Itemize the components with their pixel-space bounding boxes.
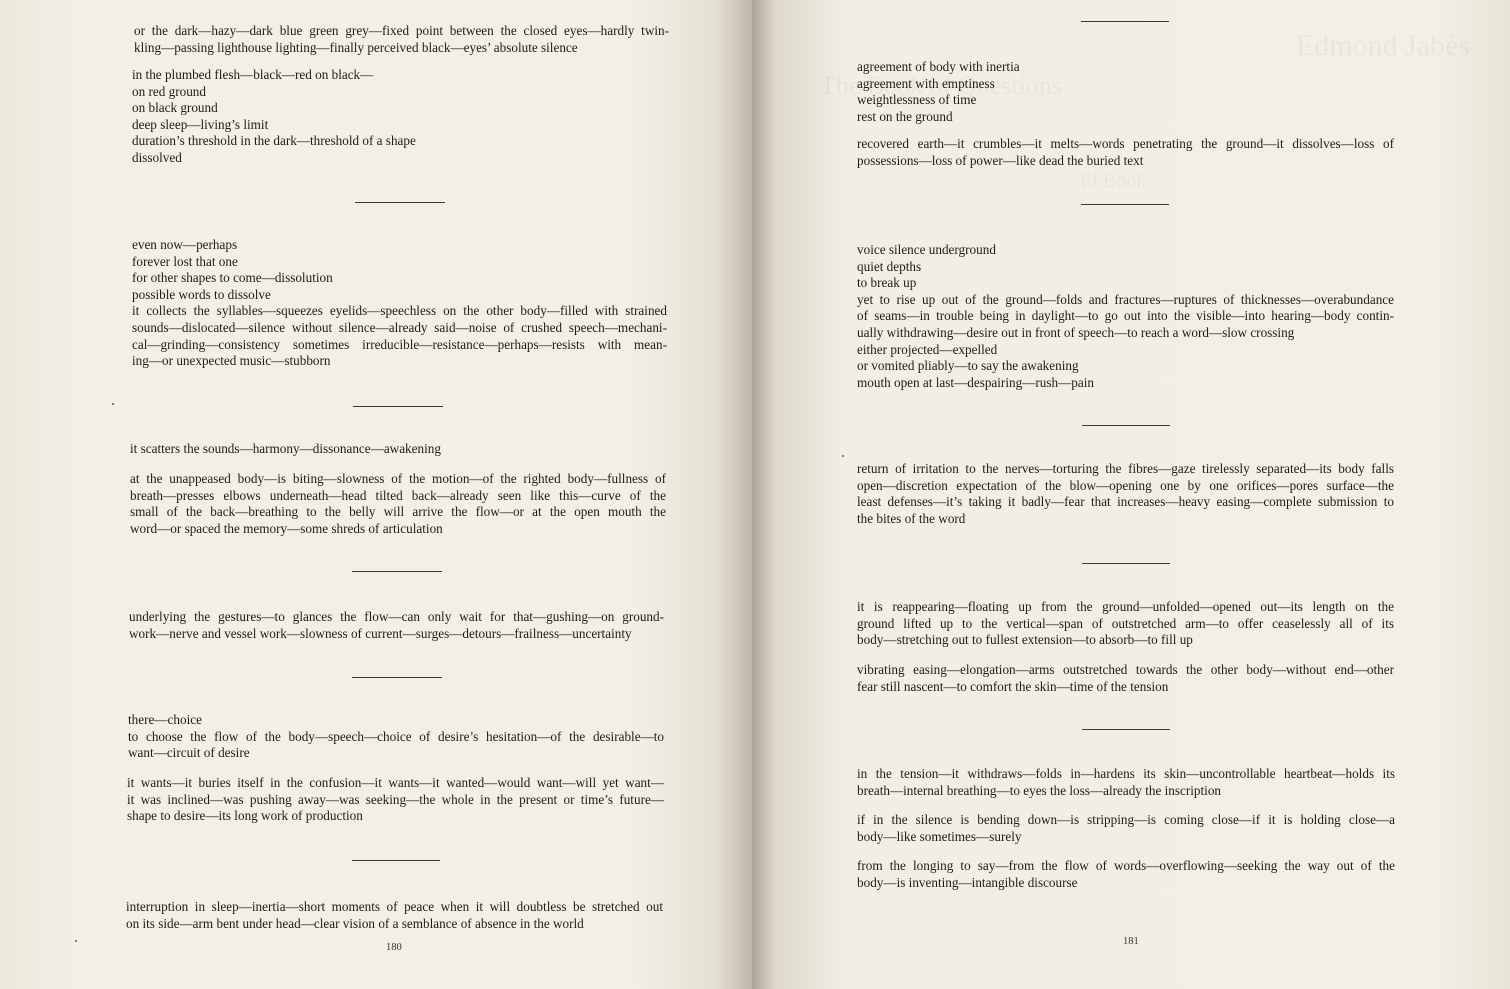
text-line: breath—internal breathing—to eyes the loss—already the inscription [857, 782, 1222, 798]
page-speck [842, 455, 844, 457]
section-divider [353, 406, 443, 407]
text-line: or the dark—hazy—dark blue green grey—fixed point between the closed eyes—hardly twin- [134, 23, 669, 38]
paragraph [130, 441, 441, 458]
text-line: even now—perhaps [132, 237, 238, 252]
text-line: quiet depths [857, 258, 922, 274]
text-line: forever lost that one [132, 253, 238, 269]
text-line: on black ground [132, 100, 218, 116]
text-line: cal—grinding—consistency sometimes irreducible—resistance—perhaps—resists with mean- [132, 336, 667, 352]
stanza [857, 59, 1020, 125]
page-number: 181 [1123, 936, 1139, 947]
text-line: interruption in sleep—inertia—short moments of peace when it will doubtless be stretched out [126, 899, 663, 914]
text-line: work—nerve and vessel work—slowness of current—surges—detours—frailness—uncertainty [129, 625, 632, 641]
paragraph [857, 136, 1394, 169]
paragraph [127, 775, 664, 825]
text-line: rest on the ground [857, 108, 953, 124]
paragraph [857, 812, 1395, 845]
text-line: duration’s threshold in the dark—threshold of a shape [132, 133, 416, 149]
text-line: mouth open at last—despairing—rush—pain [857, 374, 1094, 390]
paragraph [857, 766, 1395, 799]
text-line: on red ground [132, 83, 206, 99]
text-line: open—discretion expectation of the blow—opening one by one orifices—pores surface—the [857, 477, 1394, 493]
text-line: kling—passing lighthouse lighting—finally perceived black—eyes’ absolute silence [134, 39, 578, 55]
text-line: at the unappeased body—is biting—slowness of the motion—of the righted body—fullness of [130, 471, 666, 486]
paragraph [130, 471, 666, 537]
text-line: ing—or unexpected music—stubborn [132, 353, 331, 369]
text-line: sounds—dislocated—silence without silence—already said—noise of crushed speech—mechani- [132, 319, 667, 335]
text-line: to choose the flow of the body—speech—choice of desire’s hesitation—of the desirable—to [128, 728, 664, 744]
text-line: recovered earth—it crumbles—it melts—words penetrating the ground—it dissolves—loss of [857, 136, 1394, 151]
text-line: voice silence underground [857, 242, 996, 257]
text-line: vibrating easing—elongation—arms outstretched towards the other body—without end—other [857, 662, 1394, 677]
page-speck [112, 403, 114, 405]
text-line: yet to rise up out of the ground—folds and fractures—ruptures of thicknesses—overabundance [857, 291, 1394, 307]
text-line: to break up [857, 275, 917, 291]
paragraph [857, 461, 1394, 527]
text-line: it collects the syllables—squeezes eyelids—speechless on the other body—filled with strained [132, 303, 667, 319]
text-line: either projected—expelled [857, 341, 998, 357]
text-line: it is reappearing—floating up from the ground—unfolded—opened out—its length on the [857, 599, 1394, 614]
text-line: want—circuit of desire [128, 745, 250, 761]
section-divider [352, 571, 442, 572]
paragraph [126, 899, 663, 932]
text-line: breath—presses elbows underneath—head tilted back—already seen like this—curve of the [130, 487, 666, 503]
text-line: ground lifted up to the vertical—span of outstretched arm—to offer ceaselessly all of its [857, 615, 1394, 631]
text-line: dissolved [132, 149, 182, 165]
text-line: body—like sometimes—surely [857, 828, 1022, 844]
section-divider [1082, 425, 1170, 426]
text-line: weightlessness of time [857, 92, 977, 108]
text-line: on its side—arm bent under head—clear vision of a semblance of absence in the world [126, 915, 584, 931]
text-line: body—stretching out to fullest extension—to absorb—to fill up [857, 632, 1193, 648]
text-line: it was inclined—was pushing away—was seeking—the whole in the present or time’s future— [127, 791, 664, 807]
text-line: it wants—it buries itself in the confusion—it wants—it wanted—would want—will yet want— [127, 775, 664, 790]
paragraph [129, 609, 664, 642]
stanza [132, 237, 667, 370]
text-line: shape to desire—its long work of production [127, 808, 363, 824]
text-line: from the longing to say—from the flow of words—overflowing—seeking the way out of the [857, 858, 1395, 873]
section-divider [1081, 204, 1169, 205]
text-line: of seams—in trouble being in daylight—to go out into the visible—into hearing—body contin- [857, 308, 1394, 324]
section-divider [352, 860, 440, 861]
paragraph [857, 662, 1394, 695]
text-line: ually withdrawing—desire out in front of speech—to reach a word—slow crossing [857, 324, 1295, 340]
text-line: possessions—loss of power—like dead the buried text [857, 152, 1144, 168]
page-speck [75, 940, 77, 942]
text-line: underlying the gestures—to glances the flow—can only wait for that—gushing—on ground- [129, 609, 664, 624]
text-line: possible words to dissolve [132, 286, 271, 302]
text-line: if in the silence is bending down—is stripping—is coming close—if it is holding close—a [857, 812, 1395, 827]
text-line: in the tension—it withdraws—folds in—hardens its skin—uncontrollable heartbeat—holds its [857, 766, 1395, 781]
paragraph [857, 858, 1395, 891]
text-line: or vomited pliably—to say the awakening [857, 358, 1079, 374]
stanza [857, 242, 1394, 391]
text-line: small of the back—breathing to the belly will arrive the flow—or at the open mouth the [130, 504, 666, 520]
text-line: word—or spaced the memory—some shreds of articulation [130, 520, 443, 536]
text-line: there—choice [128, 712, 202, 727]
text-line: agreement of body with inertia [857, 59, 1020, 74]
text-line: the bites of the word [857, 510, 966, 526]
paragraph [857, 599, 1394, 649]
paragraph [134, 23, 669, 56]
text-line: return of irritation to the nerves—torturing the fibres—gaze tirelessly separated—its body falls [857, 461, 1394, 476]
text-line: deep sleep—living’s limit [132, 116, 269, 132]
text-line: body—is inventing—intangible discourse [857, 874, 1078, 890]
section-divider [1082, 729, 1170, 730]
section-divider [352, 677, 442, 678]
text-line: fear still nascent—to comfort the skin—time of the tension [857, 678, 1169, 694]
text-line: for other shapes to come—dissolution [132, 270, 333, 286]
section-divider [1081, 21, 1169, 22]
section-divider [355, 202, 445, 203]
text-line: it scatters the sounds—harmony—dissonance—awakening [130, 441, 441, 456]
section-divider [1082, 563, 1170, 564]
text-line: least defenses—it’s taking it badly—fear that increases—heavy easing—complete submission to [857, 494, 1394, 510]
text-line: agreement with emptiness [857, 75, 995, 91]
page-number: 180 [386, 942, 402, 953]
stanza [132, 67, 416, 167]
paragraph [128, 712, 664, 762]
text-line: in the plumbed flesh—black—red on black— [132, 67, 374, 82]
